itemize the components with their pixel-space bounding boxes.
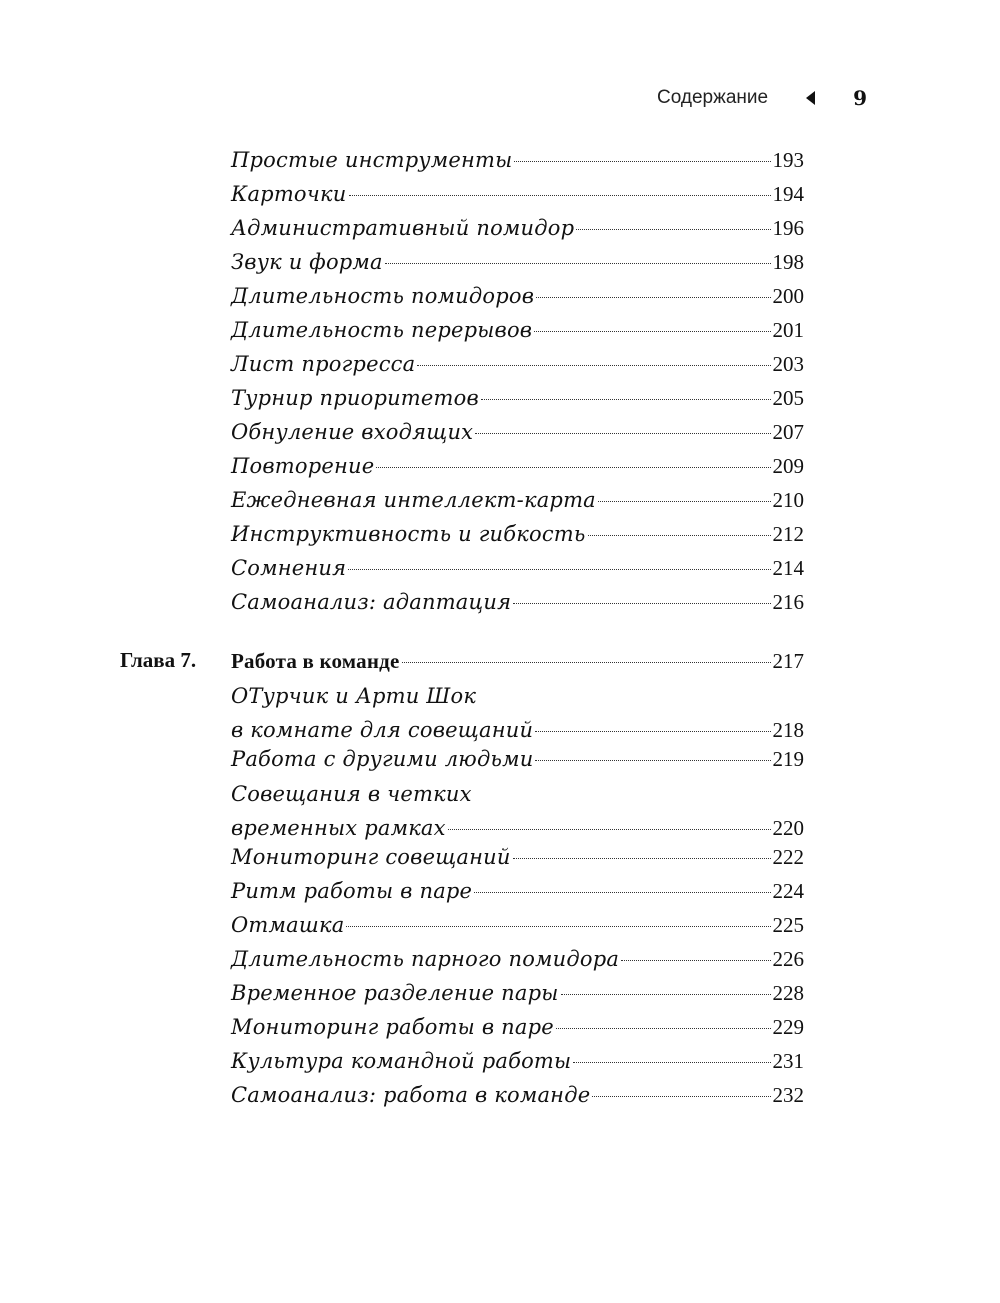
toc-entry-title: Обнуление входящих [231, 420, 474, 444]
toc-entry-page: 196 [772, 216, 804, 240]
toc-entry-page: 222 [772, 845, 804, 869]
toc-entry[interactable] [231, 683, 804, 743]
leader-dots [513, 858, 771, 859]
toc-entry-title: в комнате для совещаний [231, 718, 534, 742]
leader-dots [346, 926, 770, 927]
toc-entry-page: 225 [772, 913, 804, 937]
toc-entry[interactable] [231, 351, 804, 377]
leader-dots [536, 297, 770, 298]
leader-dots [349, 195, 771, 196]
toc-entry-title: Ритм работы в паре [231, 879, 473, 903]
toc-entry-page: 232 [772, 1083, 804, 1107]
leader-dots [385, 263, 771, 264]
toc-entry-page: 226 [772, 947, 804, 971]
toc-entry-title-line1: Совещания в четких [231, 782, 472, 806]
toc-entry[interactable] [231, 283, 804, 309]
toc-entry-page: 214 [772, 556, 804, 580]
leader-dots [534, 331, 770, 332]
toc-entry[interactable] [231, 317, 804, 343]
leader-dots [348, 569, 770, 570]
section-title: Содержание [657, 87, 769, 108]
leader-dots [513, 603, 770, 604]
toc-entry[interactable] [231, 147, 804, 173]
chapter-entry[interactable] [231, 648, 804, 674]
chapter-title: Работа в команде [231, 649, 400, 673]
leader-dots [474, 892, 770, 893]
left-arrow-icon [806, 91, 815, 105]
toc-entry-page: 205 [772, 386, 804, 410]
toc-entry-title: Длительность помидоров [231, 284, 535, 308]
leader-dots [535, 731, 770, 732]
toc-entry-title: Турнир приоритетов [231, 386, 479, 410]
toc-entry-title: Длительность парного помидора [231, 947, 620, 971]
leader-dots [475, 433, 770, 434]
toc-entry-title: Работа с другими людьми [231, 747, 534, 771]
toc-entry-title: Ежедневная интеллект-карта [231, 488, 596, 512]
toc-entry-title: Самоанализ: адаптация [231, 590, 512, 614]
chapter-label: Глава 7. [120, 648, 197, 672]
toc-entry[interactable] [231, 1014, 804, 1040]
toc-entry[interactable] [231, 589, 804, 615]
toc-entry-page: 201 [772, 318, 804, 342]
leader-dots [402, 662, 771, 663]
leader-dots [481, 399, 771, 400]
toc-entry-title-line1: ОТурчик и Арти Шок [231, 684, 477, 708]
page-number: 9 [853, 86, 867, 110]
toc-entry-title: Звук и форма [231, 250, 383, 274]
toc-entry[interactable] [231, 1082, 804, 1108]
toc-entry-title: Самоанализ: работа в команде [231, 1083, 591, 1107]
toc-entry[interactable] [231, 878, 804, 904]
toc-entry-title: Временное разделение пары [231, 981, 559, 1005]
leader-dots [621, 960, 770, 961]
toc-entry[interactable] [231, 844, 804, 870]
toc-entry-page: 219 [772, 747, 804, 771]
toc-entry[interactable] [231, 453, 804, 479]
toc-entry-page: 220 [772, 816, 804, 840]
toc-entry-page: 198 [772, 250, 804, 274]
leader-dots [417, 365, 770, 366]
toc-entry[interactable] [231, 746, 804, 772]
toc-entry[interactable] [231, 487, 804, 513]
toc-entry-title: Карточки [231, 182, 347, 206]
toc-entry[interactable] [231, 555, 804, 581]
toc-entry[interactable] [231, 1048, 804, 1074]
leader-dots [573, 1062, 770, 1063]
toc-entry-title: временных рамках [231, 816, 446, 840]
leader-dots [376, 467, 770, 468]
running-header [657, 86, 867, 110]
toc-entry-title: Административный помидор [231, 216, 575, 240]
leader-dots [576, 229, 770, 230]
toc-entry-title: Повторение [231, 454, 375, 478]
toc-entry-page: 209 [772, 454, 804, 478]
toc-entry-title: Культура командной работы [231, 1049, 572, 1073]
toc-entry-title: Мониторинг работы в паре [231, 1015, 554, 1039]
leader-dots [598, 501, 771, 502]
toc-entry-title: Простые инструменты [231, 148, 513, 172]
toc-entry-title: Сомнения [231, 556, 347, 580]
toc-entry[interactable] [231, 980, 804, 1006]
leader-dots [561, 994, 771, 995]
toc-entry[interactable] [231, 946, 804, 972]
leader-dots [588, 535, 771, 536]
toc-entry[interactable] [231, 215, 804, 241]
toc-entry[interactable] [231, 385, 804, 411]
toc-entry-page: 212 [772, 522, 804, 546]
toc-entry-title: Мониторинг совещаний [231, 845, 511, 869]
toc-entry-page: 231 [772, 1049, 804, 1073]
toc-entry-page: 210 [772, 488, 804, 512]
leader-dots [514, 161, 770, 162]
chapter-page: 217 [772, 649, 804, 673]
toc-entry-page: 228 [772, 981, 804, 1005]
toc-entry-title: Лист прогресса [231, 352, 416, 376]
leader-dots [448, 829, 771, 830]
toc-entry-page: 229 [772, 1015, 804, 1039]
toc-entry-page: 194 [772, 182, 804, 206]
toc-entry-title: Инструктивность и гибкость [231, 522, 586, 546]
toc-entry[interactable] [231, 419, 804, 445]
toc-entry-page: 203 [772, 352, 804, 376]
toc-entry[interactable] [231, 912, 804, 938]
toc-entry[interactable] [231, 181, 804, 207]
toc-entry-page: 207 [772, 420, 804, 444]
toc-entry-title: Длительность перерывов [231, 318, 533, 342]
toc-entry[interactable] [231, 521, 804, 547]
toc-entry-page: 218 [772, 718, 804, 742]
toc-entry-page: 200 [772, 284, 804, 308]
leader-dots [556, 1028, 771, 1029]
toc-entry-page: 224 [772, 879, 804, 903]
toc-entry-title: Отмашка [231, 913, 345, 937]
toc-entry-page: 193 [772, 148, 804, 172]
toc-entry[interactable] [231, 249, 804, 275]
toc-entry-page: 216 [772, 590, 804, 614]
leader-dots [535, 760, 770, 761]
toc-entry[interactable] [231, 781, 804, 841]
leader-dots [592, 1096, 770, 1097]
